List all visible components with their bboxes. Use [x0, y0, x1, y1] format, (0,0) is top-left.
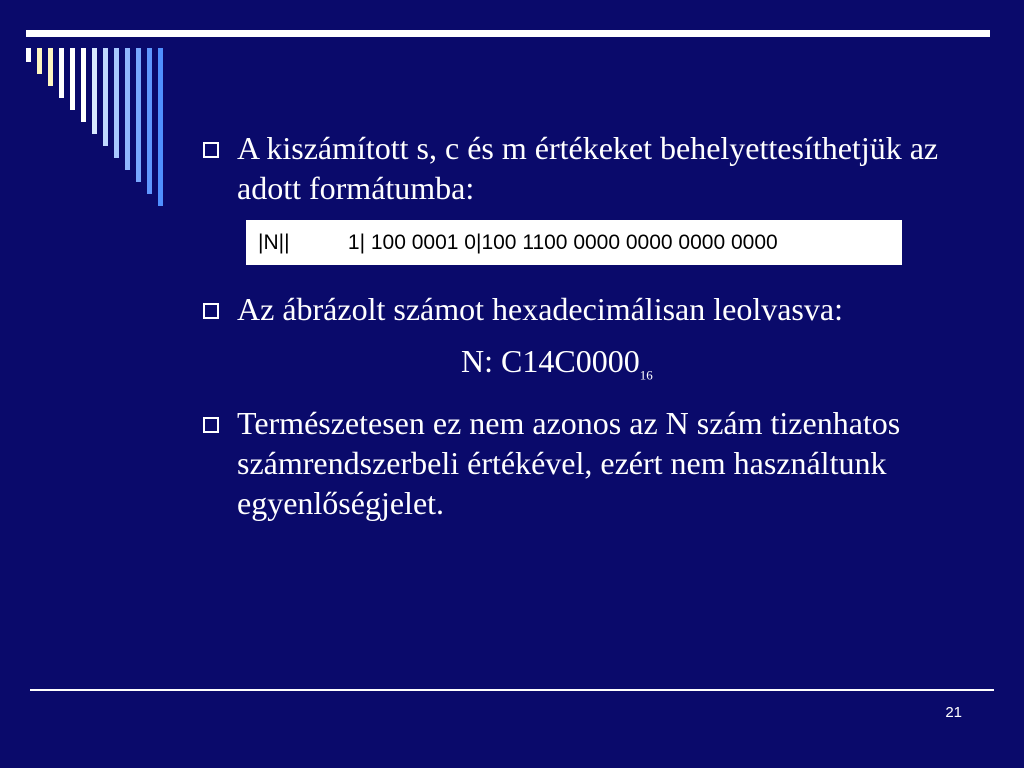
- decorative-stripe: [59, 48, 64, 98]
- decorative-stripes: [26, 48, 171, 208]
- decorative-stripe: [158, 48, 163, 206]
- decorative-stripe: [114, 48, 119, 158]
- decorative-stripe: [70, 48, 75, 110]
- hollow-square-bullet-icon: [203, 417, 219, 433]
- bullet-text: Természetesen ez nem azonos az N szám tizenhatos számrendszerbeli értékével, ezért nem használtunk egyenlőségjelet.: [237, 405, 901, 522]
- hollow-square-bullet-icon: [203, 142, 219, 158]
- binary-sign: 1: [347, 231, 360, 254]
- bullet-item-1: [203, 128, 983, 208]
- binary-label: |N||: [258, 231, 290, 254]
- decorative-stripe: [136, 48, 141, 182]
- bullet-text: A kiszámított s, c és m értékeket behelyettesíthetjük az adott formátumba:: [237, 130, 939, 206]
- bullet-text: Az ábrázolt számot hexadecimálisan leolvasva:: [237, 291, 843, 327]
- binary-characteristic: 100 0001 0: [370, 231, 476, 254]
- decorative-stripe: [48, 48, 53, 86]
- decorative-stripe: [103, 48, 108, 146]
- decorative-stripe: [37, 48, 42, 74]
- top-decorative-bar: [26, 30, 990, 37]
- decorative-stripe: [81, 48, 86, 122]
- decorative-stripe: [125, 48, 130, 170]
- decorative-stripe: [147, 48, 152, 194]
- bullet-item-3: [203, 403, 983, 523]
- slide-number: 21: [945, 704, 962, 721]
- binary-format-image: |N|| 1| 100 0001 0|100 1100 0000 0000 0000 0000: [246, 220, 902, 265]
- hex-base-subscript: 16: [639, 367, 653, 383]
- hex-value: N: C14C0000: [461, 343, 640, 379]
- hollow-square-bullet-icon: [203, 303, 219, 319]
- binary-mantissa: 100 1100 0000 0000 0000 0000: [481, 231, 778, 254]
- slide-content: [203, 128, 983, 535]
- decorative-stripe: [92, 48, 97, 134]
- bullet-item-2: [203, 289, 983, 329]
- bottom-divider: [30, 689, 994, 691]
- hex-result: [461, 341, 983, 395]
- decorative-stripe: [26, 48, 31, 62]
